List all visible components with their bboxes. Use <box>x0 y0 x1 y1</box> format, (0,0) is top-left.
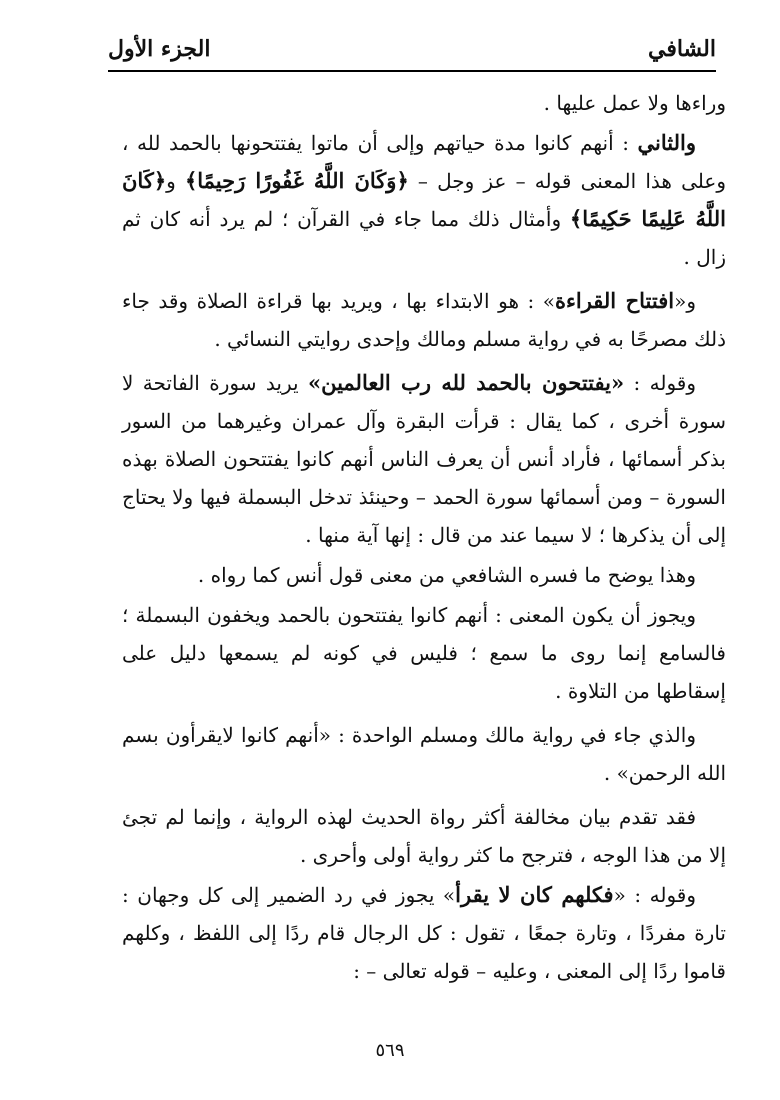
text-segment: ويجوز أن يكون المعنى : أنهم كانوا يفتتحون بالحمد ويخفون البسملة ؛ فالسامع إنما روى ما سمع ؛ فليس في كونه لم يسمعها دليل على إسقاطها من التلاوة . <box>122 603 726 703</box>
paragraph <box>122 556 726 594</box>
paragraph <box>122 798 726 874</box>
volume-title: الجزء الأول <box>108 36 211 62</box>
page-number: ٥٦٩ <box>375 1040 405 1061</box>
bold-phrase: افتتاح القراءة <box>554 288 675 313</box>
text-segment: » يجوز في رد الضمير إلى كل وجهان : تارة مفردًا ، وتارة جمعًا ، تقول : كل الرجال قام ردًا إلى اللفظ ، وكلهم قاموا ردًا إلى المعنى ، وعليه – قوله تعالى – : <box>122 883 726 983</box>
text-segment: والذي جاء في رواية مالك ومسلم الواحدة : «أنهم كانوا لايقرأون بسم الله الرحمن» . <box>122 723 726 785</box>
paragraph <box>122 124 726 276</box>
bold-phrase: ﴿وَكَانَ اللَّهُ غَفُورًا رَحِيمًا﴾ <box>184 168 409 193</box>
text-segment: وقوله : « <box>613 883 696 907</box>
paragraph <box>122 364 726 554</box>
paragraph <box>122 596 726 710</box>
paragraph <box>122 84 726 122</box>
text-segment: و« <box>674 289 697 313</box>
book-title: الشافي <box>648 36 716 62</box>
paragraph <box>122 716 726 792</box>
text-segment: وراءها ولا عمل عليها . <box>543 91 726 115</box>
text-segment: وقوله : <box>624 371 696 395</box>
text-segment: فقد تقدم بيان مخالفة أكثر رواة الحديث لهذه الرواية ، وإنما لم تجئ إلا من هذا الوجه ، فترجح ما كثر رواية أولى وأحرى . <box>122 805 726 867</box>
bold-phrase: ﴿كَانَ اللَّهُ عَلِيمًا حَكِيمًا﴾ <box>122 168 726 231</box>
text-segment: وأمثال ذلك مما جاء في القرآن ؛ لم يرد أنه كان ثم زال . <box>122 207 726 269</box>
page-header <box>108 30 716 72</box>
text-segment: : أنهم كانوا مدة حياتهم وإلى أن ماتوا يفتتحونها بالحمد لله ، وعلى هذا المعنى قوله – عز وجل – <box>122 131 727 193</box>
text-segment: » : هو الابتداء بها ، ويريد بها قراءة الصلاة وقد جاء ذلك مصرحًا به في رواية مسلم ومالك وإحدى روايتي النسائي . <box>122 289 726 351</box>
text-segment: و <box>166 169 185 193</box>
text-segment: يريد سورة الفاتحة لا سورة أخرى ، كما يقال : قرأت البقرة وآل عمران وغيرهما من السور بذكر أسمائها ، فأراد أنس أن يعرف الناس أنهم كانوا يفتتحون الصلاة بهذه السورة – ومن أسمائها سورة الحمد – وحينئذ تدخل البسملة فيها ولا يحتاج إلى أن يذكرها ؛ لا سيما عند من قال : إنها آية منها . <box>122 371 726 547</box>
paragraph <box>122 282 726 358</box>
bold-phrase: فكلهم كان لا يقرأ <box>455 882 614 907</box>
text-segment: وهذا يوضح ما فسره الشافعي من معنى قول أنس كما رواه . <box>197 563 696 587</box>
bold-phrase: والثاني <box>637 130 696 155</box>
bold-phrase: «يفتتحون بالحمد لله رب العالمين» <box>307 370 625 395</box>
paragraph <box>122 876 726 990</box>
body-text <box>122 84 726 992</box>
